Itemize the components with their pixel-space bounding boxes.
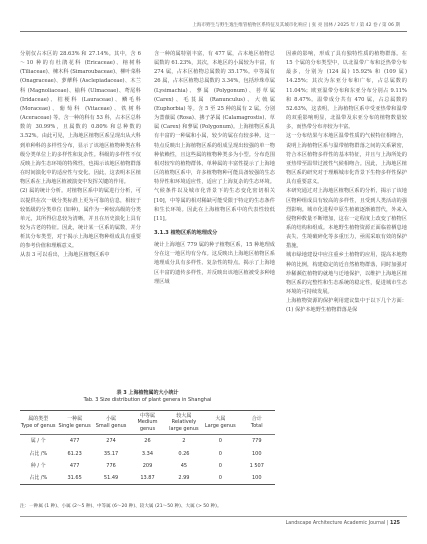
cell: 0 (218, 438, 222, 445)
cell: 209 (142, 462, 153, 469)
paragraph: 分别仅占本区的 28.63% 和 27.14%。其中，含 6～10 种的有杜鹃花科 (Ericaceae)、榕树科 (Tiliaceae)、楝木科 (Simaroubaceae)、柳叶菜科 (Onagraceae)、萝藦科 (Asclepiadaceae)、木兰科 (Magnoliaceae)、榆科 (Ulmaceae)、鸢尾科 (Iridaceae)、桔梗科 (Lauraceae)、鳞毛科 (Moraceae)、葡萄科 (Vitaceae)、铁树科 (Aceraceae) 等。含一种的科有 53 科，占本区总科数的 30.99%，且属数的 0.80% 和总种数的 3.52%。由此可见，上海地区植物区系呈现出从大科到单种科的多样性分布，显示了该地区植物种类在科级分类单位上的多样性和复杂性。科级的多样性不仅反映上海生态环境的特殊性，也揭示该地区植物群落在时间演化中的适应性与变化。因此，这表明本区植物区系在上海地区植被演变中发挥关键的作用。 (20, 51, 141, 186)
cell: 51.49 (93, 472, 129, 485)
table-caption-en: Tab. 3 Size distribution of plant genera in Shanghai (83, 397, 212, 404)
row-label: 占比 /% (29, 450, 48, 457)
cell: 779 (251, 438, 262, 445)
cell: 61.23 (67, 450, 82, 457)
table-row (20, 435, 275, 448)
row-label: 种 / 个 (30, 462, 46, 469)
cell: 35.17 (103, 450, 119, 457)
cell: 13.87 (129, 472, 165, 485)
cell: 0.26 (178, 450, 190, 457)
cell: 776 (106, 462, 116, 469)
genus-size-table (20, 410, 275, 485)
paragraph: 因素的影响，形成了具有独特性质的植物群落。在 15 个属的分布类型中，以北温带广布和泛热带分布最多，分别为 (124 属) 15.92% 和 (109 属) 14.25%；其次为东亚分布和广布，占总属数的 11.04%；欧亚温带分布和东亚分布分别占 9.11% 和 8.47%。温带成分共有 470 属，占总属数的 52.63%，这表明，上海植物区系中受亚热带和温带的双重影响明显，北温带及东亚分布的植物数量较多，而热带分布亦较为丰富。 (286, 51, 407, 131)
journal-name: Landscape Architecture Academic Journal (285, 521, 386, 526)
header-large: 大属 Large genus (202, 411, 238, 435)
table-note: 注：一种属 (1 种)、小属 (2～5 种)、中等属 (6～20 种)、较大属 (21～50 种)、大属 (> 50 种)。 (20, 504, 222, 509)
cell: 26 (144, 438, 151, 445)
header-type: 属的类型 Type of genus (20, 411, 56, 435)
footer-rule (20, 516, 407, 517)
header-relatively-large: 较大属 Relatively large genus (166, 411, 202, 435)
page-number: 125 (389, 521, 400, 526)
cell: 0 (218, 450, 222, 457)
cell: 274 (106, 438, 116, 445)
row-label: 占比 /% (20, 472, 56, 485)
paragraph: 本研究通过对上海地区植物区系的分析，揭示了该地区物种组成具有较高的多样性，且受到人类活动的强烈影响。城市化进程中原生植被逐渐被替代，外来入侵物种数量不断增加，这在一定程度上改变了植物区系的结构和组成。本地野生植物资源正面临着栖息地丧失、生境破碎化等多重压力，亟需采取有效的保护措施。 (286, 188, 407, 250)
paragraph: 城市绿地建设中应注重乡土植物的应用，提高本地物种的比例，构建稳定的近自然植物群落，同时加强对珍稀濒危植物的就地与迁地保护，以维护上海地区植物区系的完整性和生态系统的稳定性，促进城市生态环境的可持续发展。 (286, 252, 407, 296)
cell: 0 (202, 472, 238, 485)
header-medium: 中等属 Medium genus (129, 411, 165, 435)
paragraph: 这一分布结果与本地区温带性质的气候特征相吻合，说明上海植物区系与温带植物群落之间的关系紧密，符合本区植物多样性的基本特征，并且与上海所处的亚热带至温带过渡性气候相吻合。因此，上海地区植物区系的研究对于理解城市化背景下生物多样性保护具有重要意义。 (286, 133, 407, 186)
header-rule (20, 31, 407, 32)
cell: 100 (251, 450, 262, 457)
page-footer (286, 521, 400, 526)
cell: 2 (182, 438, 186, 445)
cell: 100 (239, 472, 275, 485)
header-small: 小属 Small genus (93, 411, 129, 435)
paragraph: 统计上海地区 779 属的种子植物区系，15 种地理成分在这一地区均有分布。这反映出上海地区植物区系地理成分具有多样性、复杂性的特点。揭示了上海地区丰富的遗传多样性，并反映出该地区植被受多种地理区域 (154, 242, 275, 285)
table-caption-cn: 表 3 上海植物属的大小统计 (116, 390, 179, 396)
footer-separator: | (386, 521, 390, 526)
cell: 2.99 (166, 472, 202, 485)
row-label: 属 / 个 (30, 438, 46, 445)
paragraph: 含一种的属特别丰富，有 477 属，占本地区植物总属数的 61.23%，其次，本地区的小属较为丰富，有 274 属，占本区植物总属数的 35.17%。中等属有 26 属，占本区植物总属数的 3.34%，包括珍珠草属 (Lysimachia)、蓼属 (Polygonum)、苔草属 (Carex)、毛茛属 (Ranunculus)、大戟属 (Euphorbia) 等。含 5 至 25 种的属有 2 属。分别为蔷薇属 (Rosa)、拂子茅属 (Calamagrostis)、草属 (Carex) 和蓼属 (Polygonum)。上海植物区系具有丰富的一种属和小属，较少的属在有较多种。这一特点反映出上海植物区系的组成呈现出较强的单一物种依赖性，且这些属的植物种类多为小型。分布范围相对较窄的植物群体，单种属的丰富性提示了上海地区的植物区系中，许多植物物种可能具备较强的生态特异性和环境适应性，适应了上海复杂的生态环境。气候条件以及城市化背景下的生态变化密切相关[10]，中等属的相对稀缺可能受限于特定的生态条件和生长环境。因此在上海植物区系中的代表性较低[11]。 (154, 51, 275, 222)
middle-column (154, 50, 275, 287)
table-header-row (20, 411, 275, 435)
paragraph: 从表 3 可以看出，上海地区植物区系中 (20, 252, 110, 259)
table-caption (20, 390, 275, 405)
running-header: 上海市野生与野生逸生维管植物区系特征及其城市化响应 | 张 亮 园林 / 2025 年 / 第 42 卷 / 第 06 期 (192, 23, 400, 28)
cell: 0 (218, 462, 222, 469)
table-row (20, 472, 275, 485)
cell: 477 (69, 438, 80, 445)
paragraph: 上海植物资源的保护利用建议集中于以下几个方面：(1) 保护本地野生植物群落是保 (286, 298, 407, 314)
cell: 477 (69, 462, 80, 469)
table-row (20, 448, 275, 460)
header-single: 一种属 Single genus (56, 411, 92, 435)
cell: 1 507 (249, 462, 264, 469)
table-row (20, 460, 275, 472)
right-column (286, 50, 407, 316)
header-total: 合计 Total (239, 411, 275, 435)
left-column (20, 50, 141, 261)
section-heading: 3.1.3 植物区系的地理成分 (154, 229, 218, 236)
cell: 31.65 (56, 472, 92, 485)
paragraph: (2) 属的统计分析。对植物区系中的属进行分析，可以提供在次一级分类标准上更为可靠的信息，相较于较低级的分类单位 (如种)，属作为一种较高级的分类单元，其所得信息较为清晰，并且在历史演化上具有较为古老的特征。因此，统计某一区系的属数，并分析其分布类型，对于揭示上海地区物种组成具有重要的参考价值和理解意义。 (20, 188, 141, 250)
cell: 3.34 (141, 450, 154, 457)
cell: 45 (180, 462, 188, 469)
